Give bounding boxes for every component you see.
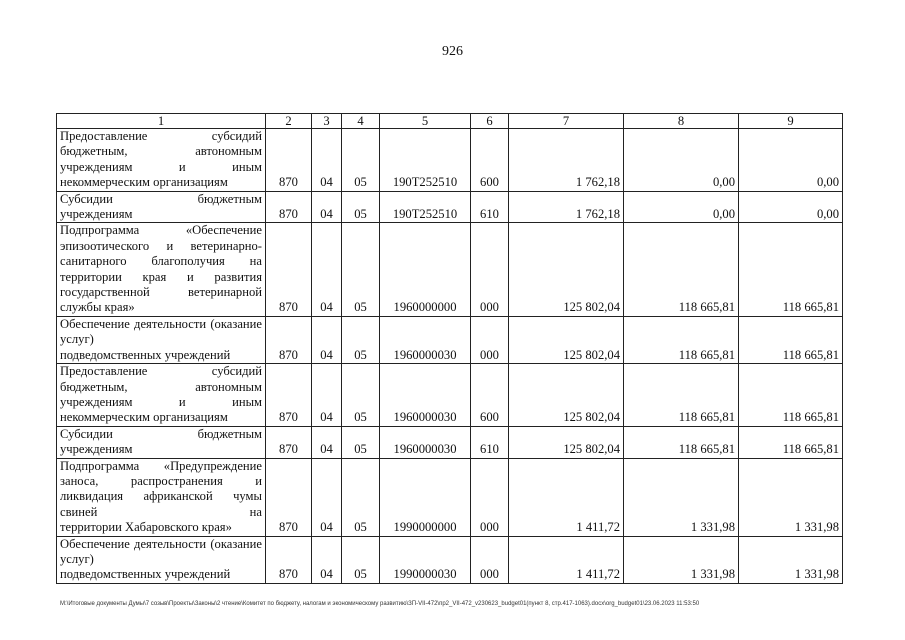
cell-target-article: 1990000030 — [380, 536, 471, 583]
cell-expense-type: 000 — [471, 223, 509, 316]
page-number: 926 — [442, 44, 463, 59]
cell-target-article: 190Т252510 — [380, 129, 471, 192]
cell-amount-1: 1 411,72 — [509, 536, 624, 583]
cell-amount-3: 118 665,81 — [739, 364, 843, 427]
cell-target-article: 1990000000 — [380, 458, 471, 536]
table-row — [57, 426, 843, 458]
description-line: африканской чумы свиней на — [60, 489, 262, 519]
budget-table-body — [57, 114, 843, 584]
cell-description — [57, 536, 266, 583]
description-last-line: территории Хабаровского края» — [60, 520, 232, 535]
description-line: (оказание услуг) — [60, 536, 262, 566]
description-last-line: подведомственных учреждений — [60, 567, 231, 582]
cell-target-article: 190Т252510 — [380, 191, 471, 223]
cell-amount-1: 1 411,72 — [509, 458, 624, 536]
cell-subsection: 05 — [342, 536, 380, 583]
cell-amount-3: 118 665,81 — [739, 426, 843, 458]
cell-amount-1: 1 762,18 — [509, 129, 624, 192]
cell-target-article: 1960000000 — [380, 223, 471, 316]
cell-description — [57, 316, 266, 363]
cell-expense-type: 600 — [471, 129, 509, 192]
description-line: территории края и развития — [60, 269, 262, 284]
cell-amount-2: 118 665,81 — [624, 223, 739, 316]
description-line: Подпрограмма «Обеспечение — [60, 223, 262, 238]
file-path-footer: М:\Итоговые документы Думы\7 созыв\Проекты\Законы\2 чтение\Комитет по бюджету, налогам и экономическому развитию\ЗП-VII-472\пр2_VII-472_v230623_budget01(пункт 8, стр.417-1063).docx\org_budget01\23.06.2023 11:53:50 — [60, 601, 700, 607]
cell-amount-1: 1 762,18 — [509, 191, 624, 223]
cell-section: 04 — [312, 458, 342, 536]
description-last-line: некоммерческим организациям — [60, 175, 228, 190]
cell-target-article: 1960000030 — [380, 316, 471, 363]
cell-ministry: 870 — [266, 191, 312, 223]
header-cell-5: 5 — [380, 114, 471, 129]
cell-subsection: 05 — [342, 364, 380, 427]
cell-expense-type: 610 — [471, 426, 509, 458]
cell-amount-2: 118 665,81 — [624, 364, 739, 427]
cell-section: 04 — [312, 191, 342, 223]
cell-amount-1: 125 802,04 — [509, 316, 624, 363]
description-line: бюджетным, автономным — [60, 379, 262, 394]
cell-description — [57, 364, 266, 427]
description-line: Субсидии бюджетным — [60, 191, 262, 206]
table-row — [57, 536, 843, 583]
cell-ministry: 870 — [266, 458, 312, 536]
cell-ministry: 870 — [266, 364, 312, 427]
cell-ministry: 870 — [266, 316, 312, 363]
header-cell-4: 4 — [342, 114, 380, 129]
cell-ministry: 870 — [266, 536, 312, 583]
cell-amount-3: 0,00 — [739, 191, 843, 223]
cell-amount-2: 1 331,98 — [624, 536, 739, 583]
header-cell-3: 3 — [312, 114, 342, 129]
cell-amount-2: 0,00 — [624, 129, 739, 192]
cell-amount-3: 1 331,98 — [739, 536, 843, 583]
cell-expense-type: 610 — [471, 191, 509, 223]
description-line: бюджетным, автономным — [60, 144, 262, 159]
cell-expense-type: 000 — [471, 536, 509, 583]
header-cell-7: 7 — [509, 114, 624, 129]
header-cell-2: 2 — [266, 114, 312, 129]
description-line: учреждениям и иным — [60, 394, 262, 409]
description-line: государственной ветеринарной — [60, 285, 262, 300]
cell-ministry: 870 — [266, 223, 312, 316]
cell-description — [57, 426, 266, 458]
description-line: санитарного благополучия на — [60, 254, 262, 269]
cell-amount-1: 125 802,04 — [509, 426, 624, 458]
header-cell-1: 1 — [57, 114, 266, 129]
cell-amount-1: 125 802,04 — [509, 364, 624, 427]
cell-amount-3: 118 665,81 — [739, 223, 843, 316]
table-row — [57, 191, 843, 223]
cell-amount-2: 118 665,81 — [624, 316, 739, 363]
cell-section: 04 — [312, 536, 342, 583]
description-last-line: подведомственных учреждений — [60, 347, 231, 362]
header-cell-6: 6 — [471, 114, 509, 129]
description-last-line: службы края» — [60, 300, 135, 315]
description-line: распространения и ликвидация — [60, 473, 262, 504]
cell-amount-3: 0,00 — [739, 129, 843, 192]
description-line: Подпрограмма — [60, 458, 140, 473]
description-line: «Предупреждение заноса, — [60, 458, 262, 488]
description-line: учреждениям и иным — [60, 159, 262, 174]
cell-amount-3: 118 665,81 — [739, 316, 843, 363]
cell-expense-type: 600 — [471, 364, 509, 427]
description-line: (оказание услуг) — [60, 316, 262, 347]
cell-expense-type: 000 — [471, 316, 509, 363]
table-row — [57, 458, 843, 536]
description-line: Обеспечение деятельности — [60, 316, 207, 331]
table-row — [57, 316, 843, 363]
cell-section: 04 — [312, 426, 342, 458]
cell-amount-2: 118 665,81 — [624, 426, 739, 458]
cell-subsection: 05 — [342, 223, 380, 316]
cell-description — [57, 129, 266, 192]
cell-subsection: 05 — [342, 129, 380, 192]
description-line: Обеспечение деятельности — [60, 536, 207, 551]
cell-amount-1: 125 802,04 — [509, 223, 624, 316]
budget-table — [56, 113, 843, 584]
cell-description — [57, 223, 266, 316]
cell-subsection: 05 — [342, 426, 380, 458]
cell-amount-2: 0,00 — [624, 191, 739, 223]
description-line: Субсидии бюджетным — [60, 426, 262, 441]
description-last-line: учреждениям — [60, 207, 133, 222]
cell-amount-2: 1 331,98 — [624, 458, 739, 536]
cell-ministry: 870 — [266, 129, 312, 192]
cell-amount-3: 1 331,98 — [739, 458, 843, 536]
cell-target-article: 1960000030 — [380, 426, 471, 458]
table-row — [57, 129, 843, 192]
table-row — [57, 223, 843, 316]
cell-section: 04 — [312, 316, 342, 363]
cell-section: 04 — [312, 129, 342, 192]
description-line: Предоставление субсидий — [60, 129, 262, 143]
cell-description — [57, 458, 266, 536]
cell-expense-type: 000 — [471, 458, 509, 536]
cell-ministry: 870 — [266, 426, 312, 458]
header-cell-8: 8 — [624, 114, 739, 129]
cell-target-article: 1960000030 — [380, 364, 471, 427]
description-line: эпизоотического и ветеринарно- — [60, 238, 262, 253]
cell-section: 04 — [312, 223, 342, 316]
header-cell-9: 9 — [739, 114, 843, 129]
description-line: Предоставление субсидий — [60, 364, 262, 379]
cell-subsection: 05 — [342, 316, 380, 363]
cell-section: 04 — [312, 364, 342, 427]
description-last-line: некоммерческим организациям — [60, 410, 228, 425]
cell-description — [57, 191, 266, 223]
table-row — [57, 364, 843, 427]
cell-subsection: 05 — [342, 191, 380, 223]
cell-subsection: 05 — [342, 458, 380, 536]
description-last-line: учреждениям — [60, 442, 133, 457]
header-row — [57, 114, 843, 129]
